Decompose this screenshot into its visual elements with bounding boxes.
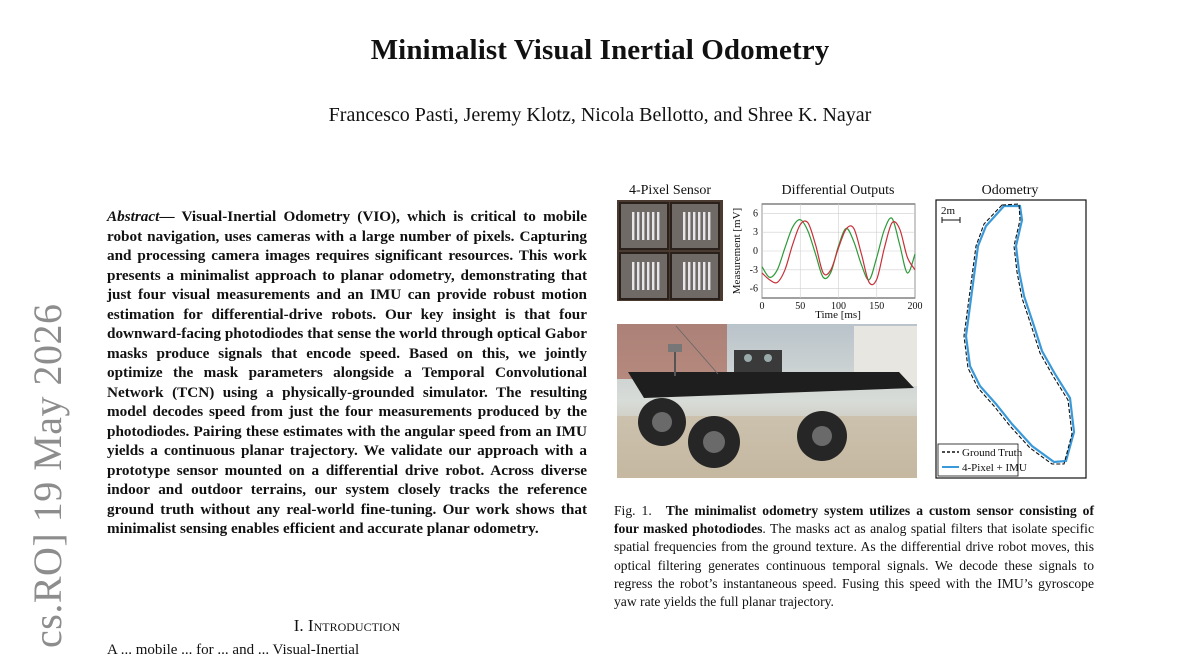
y-tick-label: -6 <box>749 283 758 295</box>
caption-bold: The minimalist odometry system utilizes a custom sensor consisting of four masked photodiodes <box>614 503 1094 537</box>
y-tick-label: 0 <box>753 246 758 257</box>
odometry-panel-label: Odometry <box>981 183 1039 198</box>
y-tick-label: -3 <box>749 264 758 276</box>
paper-authors: Francesco Pasti, Jeremy Klotz, Nicola Bellotto, and Shree K. Nayar <box>328 104 872 126</box>
sensor-photo <box>617 200 723 301</box>
figure-caption <box>614 502 1094 611</box>
differential-outputs-chart <box>731 204 923 321</box>
intro-text: A ... mobile ... for ... and ... Visual-Inertial <box>107 642 360 658</box>
section-heading <box>107 616 587 636</box>
sensor-panel-label: 4-Pixel Sensor <box>628 183 712 198</box>
section-number: I. <box>293 616 304 635</box>
caption-number: Fig. 1. <box>614 503 652 518</box>
legend-label-ground-truth: Ground Truth <box>962 447 1023 459</box>
x-tick-label: 0 <box>759 301 765 312</box>
outputs-panel-label: Differential Outputs <box>781 183 895 198</box>
odometry-frame <box>936 200 1086 478</box>
caption-rest: . The masks act as analog spatial filters that isolate specific spatial frequencies from the ground texture. As the differential drive robot moves, this optical filtering generates continuous temporal signals. We decode these signals to regress the robot’s instantaneous speed. Fusing this speed with the IMU’s gyroscope yaw rate yields the full planar trajectory. <box>614 521 1094 610</box>
x-tick-label: 50 <box>795 301 806 312</box>
x-tick-label: 150 <box>869 301 885 312</box>
x-tick-label: 200 <box>907 301 923 312</box>
arxiv-stamp: cs.RO] 19 May 2026 <box>25 303 70 648</box>
abstract <box>107 207 587 539</box>
robot-photo <box>617 324 917 478</box>
x-axis-label: Time [ms] <box>815 309 861 321</box>
odometry-panel <box>936 200 1086 478</box>
y-tick-label: 3 <box>753 227 758 239</box>
x-tick-label: 100 <box>831 301 846 312</box>
section-title: Introduction <box>307 616 401 635</box>
scale-bar-label: 2m <box>941 205 956 217</box>
paper-title: Minimalist Visual Inertial Odometry <box>370 34 830 66</box>
abstract-lead: Abstract <box>107 208 160 225</box>
y-tick-label: 6 <box>753 208 758 220</box>
figure-1 <box>614 176 1094 486</box>
y-axis-label: Measurement [mV] <box>731 207 743 295</box>
legend-label-estimate: 4-Pixel + IMU <box>962 462 1027 474</box>
abstract-body: — Visual-Inertial Odometry (VIO), which is critical to mobile robot navigation, uses cameras with a large number of pixels. Capturing and processing camera images requires significant resources. This work presents a minimalist approach to planar odometry, demonstrating that just four visual measurements and an IMU can provide robust motion estimation for differential-drive robots. Our key insight is that four downward-facing photodiodes that sense the world through optical Gabor masks produce signals that encode speed. Based on this, we jointly optimize the mask parameters alongside a Temporal Convolutional Network (TCN) using a physically-grounded simulator. The resulting model decodes speed from just the four measurements produced by the photodiodes. Pairing these estimates with the angular speed from an IMU yields a continuous planar trajectory. We validate our approach with a prototype sensor mounted on a differential drive robot. Across diverse indoor and outdoor terrains, our system closely tracks the reference ground truth without any real-world fine-tuning. Our work shows that minimalist sensing enables efficient and accurate planar odometry. <box>107 208 587 537</box>
